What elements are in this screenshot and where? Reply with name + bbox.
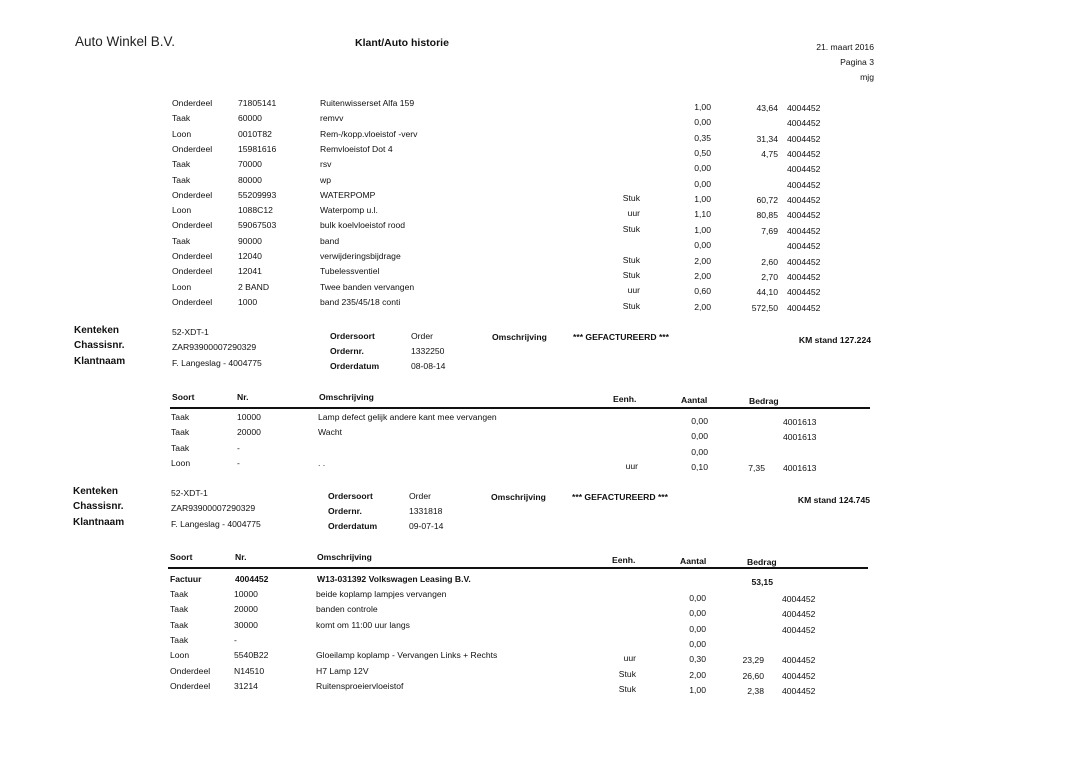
cell-bedrag: 4,75 [761, 149, 778, 160]
col-aantal: Aantal [681, 395, 708, 405]
cell-eenh: Stuk [622, 193, 640, 204]
cell-omschrijving: remvv [320, 113, 344, 124]
cell-soort: Taak [171, 412, 190, 422]
cell-aantal: 0,00 [694, 178, 711, 189]
cell-aantal: 0,00 [694, 240, 711, 251]
cell-omschrijving: beide koplamp lampjes vervangen [316, 589, 447, 599]
col-aantal: Aantal [680, 556, 707, 566]
cell-aantal: 0,60 [694, 286, 711, 297]
cell-omschrijving: H7 Lamp 12V [316, 665, 369, 676]
cell-aantal: 1,00 [694, 194, 711, 205]
cell-aantal: 0,00 [694, 117, 711, 128]
cell-aantal: 1,00 [694, 224, 711, 235]
cell-omschrijving: banden controle [316, 604, 378, 615]
cell-omschrijving: wp [320, 174, 331, 185]
cell-nr: - [237, 457, 240, 468]
cell-soort: Onderdeel [172, 266, 213, 277]
cell-eenh: Stuk [618, 668, 636, 679]
cell-soort: Taak [172, 159, 191, 170]
cell-soort: Onderdeel [172, 296, 213, 307]
cell-soort: Onderdeel [172, 98, 213, 108]
cell-aantal: 0,00 [689, 639, 706, 650]
cell-eenh: uur [623, 653, 636, 664]
orderdatum-label: Orderdatum [328, 521, 378, 531]
cell-bedrag: 2,38 [747, 686, 764, 697]
cell-soort: Taak [172, 235, 191, 246]
cell-omschrijving: Waterpomp u.l. [320, 205, 378, 216]
kenteken-label: Kenteken [74, 325, 120, 336]
cell-bedrag: 23,29 [742, 655, 764, 666]
cell-eenh: uur [627, 285, 640, 296]
cell-omschrijving: band 235/45/18 conti [320, 296, 401, 307]
cell-aantal: 0,00 [691, 416, 708, 426]
kenteken-label: Kenteken [73, 486, 119, 497]
ordernr-value: 1331818 [409, 506, 443, 516]
cell-ref: 4004452 [787, 103, 821, 113]
cell-soort: Taak [172, 174, 191, 185]
cell-bedrag: 2,70 [761, 271, 778, 282]
cell-omschrijving: Remvloeistof Dot 4 [320, 143, 393, 154]
ordernr-value: 1332250 [411, 346, 445, 356]
ordersoort-value: Order [409, 491, 431, 501]
cell-nr: 60000 [238, 113, 262, 124]
col-omschrijving: Omschrijving [317, 552, 372, 562]
col-soort: Soort [170, 552, 193, 562]
cell-omschrijving: komt om 11:00 uur langs [316, 619, 410, 630]
col-soort: Soort [172, 392, 195, 402]
cell-nr: 15981616 [238, 143, 277, 154]
cell-bedrag: 7,69 [761, 225, 778, 236]
cell-nr: 12041 [238, 266, 262, 277]
cell-nr: N14510 [234, 665, 265, 676]
cell-omschrijving: Lamp defect gelijk andere kant mee vervangen [318, 412, 497, 422]
cell-omschrijving: rsv [320, 159, 332, 170]
status-badge: *** GEFACTUREERD *** [572, 492, 668, 502]
col-omschrijving: Omschrijving [319, 392, 374, 402]
orderdatum-value: 09-07-14 [409, 521, 444, 531]
cell-nr: 5540B22 [234, 650, 269, 661]
cell-eenh: Stuk [622, 269, 640, 280]
cell-nr: 20000 [234, 604, 258, 615]
cell-nr: 80000 [238, 174, 262, 185]
cell-omschrijving: Twee banden vervangen [320, 281, 415, 292]
cell-ref: 4004452 [782, 609, 816, 620]
omschrijving-label: Omschrijving [491, 492, 546, 502]
cell-ref: 4004452 [787, 164, 821, 175]
cell-ref: 4004452 [787, 179, 821, 190]
cell-ref: 4004452 [787, 241, 821, 252]
cell-ref: 4004452 [787, 149, 821, 160]
ordernr-label: Ordernr. [330, 346, 364, 356]
cell-eenh: Stuk [622, 300, 640, 311]
cell-nr: 20000 [237, 427, 261, 438]
klantnaam-value: F. Langeslag - 4004775 [172, 358, 262, 368]
cell-omschrijving: . . [318, 457, 326, 468]
km-stand: KM stand 124.745 [797, 495, 870, 505]
invoice-nr: 4004452 [235, 574, 269, 584]
cell-bedrag: 572,50 [751, 302, 778, 313]
cell-ref: 4001613 [783, 462, 817, 473]
cell-bedrag: 44,10 [756, 287, 778, 298]
cell-omschrijving: WATERPOMP [320, 189, 376, 200]
cell-aantal: 1,00 [694, 102, 711, 112]
cell-soort: Taak [171, 427, 190, 438]
cell-bedrag: 31,34 [756, 133, 778, 144]
cell-eenh: uur [627, 208, 640, 219]
cell-ref: 4001613 [783, 432, 817, 443]
cell-nr: 59067503 [238, 220, 277, 231]
cell-nr: 2 BAND [238, 281, 270, 292]
kenteken-value: 52-XDT-1 [171, 488, 208, 498]
cell-ref: 4004452 [787, 210, 821, 221]
cell-soort: Taak [170, 634, 189, 645]
cell-aantal: 1,10 [694, 209, 711, 220]
cell-soort: Onderdeel [172, 189, 213, 200]
kenteken-value: 52-XDT-1 [172, 327, 209, 337]
orderdatum-label: Orderdatum [330, 361, 380, 371]
user-initials: mjg [860, 72, 874, 82]
chassisnr-value: ZAR93900007290329 [172, 342, 257, 352]
cell-ref: 4004452 [787, 225, 821, 236]
report-date: 21. maart 2016 [816, 42, 874, 52]
klantnaam-label: Klantnaam [74, 356, 126, 367]
cell-nr: 1088C12 [238, 205, 273, 216]
cell-eenh: uur [625, 460, 638, 471]
cell-omschrijving: band [320, 235, 340, 246]
cell-aantal: 0,10 [691, 461, 708, 472]
cell-aantal: 0,50 [694, 148, 711, 159]
cell-eenh: Stuk [622, 254, 640, 265]
cell-ref: 4004452 [782, 686, 816, 697]
cell-nr: 55209993 [238, 189, 277, 200]
cell-omschrijving: Wacht [318, 427, 343, 438]
invoice-description: W13-031392 Volkswagen Leasing B.V. [317, 574, 471, 584]
cell-soort: Onderdeel [172, 143, 213, 154]
cell-bedrag: 2,60 [761, 256, 778, 267]
cell-aantal: 0,30 [689, 654, 706, 665]
cell-aantal: 1,00 [689, 685, 706, 696]
ordernr-label: Ordernr. [328, 506, 362, 516]
cell-eenh: Stuk [618, 684, 636, 695]
cell-aantal: 0,00 [691, 446, 708, 457]
cell-aantal: 0,00 [689, 608, 706, 619]
cell-aantal: 0,00 [691, 431, 708, 442]
ordersoort-value: Order [411, 331, 433, 341]
cell-omschrijving: verwijderingsbijdrage [320, 251, 401, 261]
cell-aantal: 2,00 [689, 669, 706, 680]
cell-soort: Loon [172, 205, 192, 216]
chassisnr-label: Chassisnr. [74, 340, 125, 351]
cell-ref: 4004452 [787, 133, 821, 144]
klantnaam-label: Klantnaam [73, 517, 125, 528]
cell-omschrijving: Tubelessventiel [320, 266, 380, 277]
cell-ref: 4004452 [782, 594, 816, 604]
cell-ref: 4004452 [787, 287, 821, 298]
header-rule [168, 567, 868, 569]
cell-aantal: 0,00 [694, 163, 711, 174]
cell-aantal: 2,00 [694, 270, 711, 281]
cell-nr: 70000 [238, 159, 262, 170]
chassisnr-label: Chassisnr. [73, 501, 124, 512]
cell-ref: 4004452 [787, 256, 821, 267]
status-badge: *** GEFACTUREERD *** [573, 332, 669, 342]
km-stand: KM stand 127.224 [798, 335, 871, 345]
cell-nr: 1000 [238, 296, 258, 307]
cell-nr: - [237, 442, 240, 453]
cell-soort: Onderdeel [170, 665, 211, 676]
cell-omschrijving: bulk koelvloeistof rood [320, 220, 406, 231]
cell-ref: 4004452 [782, 670, 816, 681]
col-bedrag: Bedrag [749, 396, 779, 406]
company-name: Auto Winkel B.V. [75, 34, 176, 49]
cell-omschrijving: Gloeilamp koplamp - Vervangen Links + Rechts [316, 650, 498, 661]
col-nr: Nr. [235, 552, 247, 562]
cell-nr: 10000 [237, 412, 261, 422]
cell-soort: Taak [170, 589, 189, 599]
cell-ref: 4004452 [787, 271, 821, 282]
cell-soort: Loon [170, 650, 190, 661]
cell-soort: Onderdeel [172, 220, 213, 231]
cell-bedrag: 80,85 [756, 210, 778, 221]
cell-nr: 71805141 [238, 98, 277, 108]
cell-soort: Onderdeel [170, 680, 211, 691]
cell-eenh: Stuk [622, 223, 640, 234]
cell-soort: Taak [170, 619, 189, 630]
cell-omschrijving: Ruitenwisserset Alfa 159 [320, 98, 415, 108]
cell-bedrag: 26,60 [742, 670, 764, 681]
cell-nr: - [234, 634, 237, 645]
cell-aantal: 2,00 [694, 301, 711, 312]
cell-soort: Loon [172, 281, 192, 292]
cell-soort: Taak [172, 113, 191, 124]
cell-aantal: 0,00 [689, 593, 706, 603]
chassisnr-value: ZAR93900007290329 [171, 503, 256, 513]
cell-aantal: 2,00 [694, 255, 711, 266]
invoice-bedrag: 53,15 [751, 577, 773, 587]
cell-omschrijving: Ruitensproeiervloeistof [316, 680, 404, 691]
cell-nr: 30000 [234, 619, 258, 630]
cell-ref: 4001613 [783, 417, 817, 427]
invoice-soort: Factuur [170, 574, 202, 584]
cell-bedrag: 43,64 [756, 103, 778, 113]
col-bedrag: Bedrag [747, 557, 777, 567]
cell-soort: Onderdeel [172, 251, 213, 261]
col-eenh: Eenh. [612, 555, 636, 565]
col-nr: Nr. [237, 392, 249, 402]
ordersoort-label: Ordersoort [330, 331, 375, 341]
report-title: Klant/Auto historie [355, 37, 449, 49]
cell-nr: 31214 [234, 680, 258, 691]
cell-ref: 4004452 [782, 624, 816, 635]
cell-nr: 0010T82 [238, 128, 272, 139]
cell-nr: 90000 [238, 235, 262, 246]
cell-ref: 4004452 [787, 118, 821, 129]
cell-soort: Loon [172, 128, 192, 139]
cell-bedrag: 60,72 [756, 195, 778, 206]
orderdatum-value: 08-08-14 [411, 361, 446, 371]
col-eenh: Eenh. [613, 394, 637, 404]
klantnaam-value: F. Langeslag - 4004775 [171, 519, 261, 529]
cell-soort: Taak [171, 442, 190, 453]
ordersoort-label: Ordersoort [328, 491, 373, 501]
cell-ref: 4004452 [787, 302, 821, 313]
cell-soort: Loon [171, 457, 191, 468]
cell-aantal: 0,35 [694, 132, 711, 143]
cell-bedrag: 7,35 [748, 462, 765, 473]
cell-aantal: 0,00 [689, 623, 706, 634]
cell-ref: 4004452 [787, 195, 821, 206]
page-number: Pagina 3 [840, 57, 874, 67]
omschrijving-label: Omschrijving [492, 332, 547, 342]
cell-omschrijving: Rem-/kopp.vloeistof -verv [320, 128, 418, 139]
cell-ref: 4004452 [782, 655, 816, 666]
cell-nr: 12040 [238, 251, 262, 261]
cell-soort: Taak [170, 604, 189, 615]
header-rule [170, 407, 870, 409]
cell-nr: 10000 [234, 589, 258, 599]
